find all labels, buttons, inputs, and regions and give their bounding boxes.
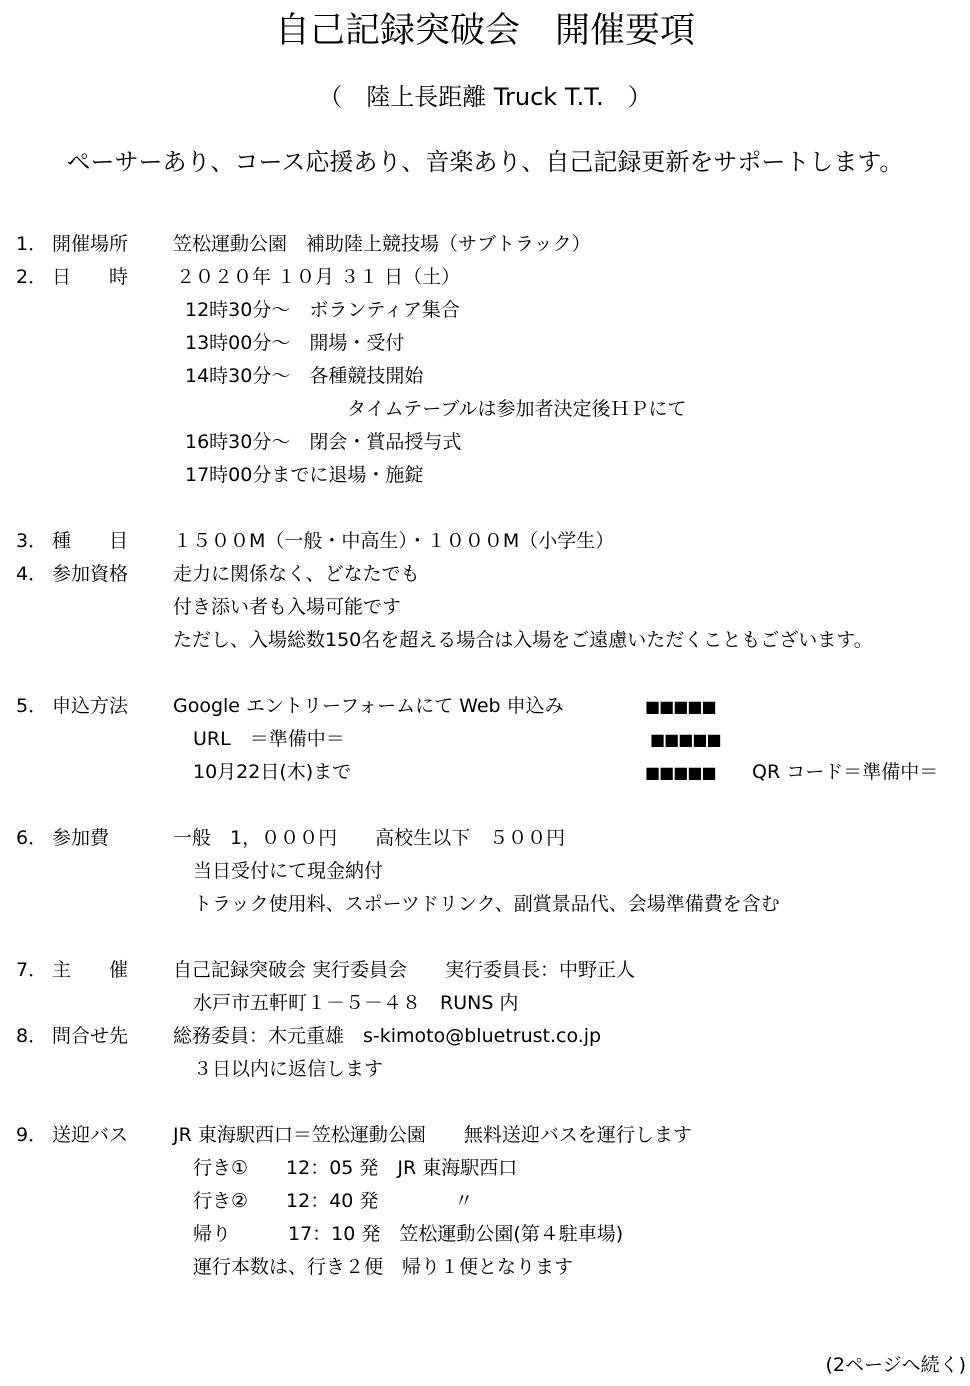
qr-code-label: QR コード＝準備中＝ xyxy=(752,761,939,783)
section-label: 送迎バス xyxy=(52,1124,129,1146)
events-value: １５００M（一般・中高生）・１０００M（小学生） xyxy=(173,530,615,552)
shuttle-line: 行き② 12：40 発 〃 xyxy=(193,1190,474,1212)
eligibility-line: 走力に関係なく、どなたでも xyxy=(173,563,420,585)
section-label: 日 時 xyxy=(52,266,129,288)
venue-value: 笠松運動公園 補助陸上競技場（サブトラック） xyxy=(173,233,591,255)
continued-note: (2ページへ続く) xyxy=(825,1354,966,1376)
shuttle-line: 行き① 12：05 発 JR 東海駅西口 xyxy=(193,1157,518,1179)
page-title: 自己記録突破会 開催要項 xyxy=(274,11,695,51)
section-number: 3． xyxy=(16,530,48,552)
schedule-note: タイムテーブルは参加者決定後ＨＰにて xyxy=(347,398,687,420)
section-number: 7． xyxy=(16,959,48,981)
qr-code-placeholder: ■■■■■ xyxy=(645,697,716,716)
section-number: 4． xyxy=(16,563,48,585)
schedule-item: 14時30分～ 各種競技開始 xyxy=(185,365,424,387)
schedule-item: 13時00分～ 開場・受付 xyxy=(185,332,405,354)
page-subtitle: （ 陸上長距離 Truck T.T. ） xyxy=(318,83,652,111)
date-value: ２０２０年 １０月 ３１ 日（土） xyxy=(176,266,461,288)
section-label: 種 目 xyxy=(52,530,129,552)
section-number: 1． xyxy=(16,233,48,255)
fee-line: 当日受付にて現金納付 xyxy=(193,860,384,882)
contact-line: 総務委員：木元重雄 s-kimoto@bluetrust.co.jp xyxy=(173,1025,602,1047)
qr-code-placeholder: ■■■■■ xyxy=(645,763,716,782)
section-label: 問合せ先 xyxy=(52,1025,129,1047)
section-label: 主 催 xyxy=(52,959,129,981)
section-number: 6． xyxy=(16,827,48,849)
deadline-line: 10月22日(木)まで xyxy=(193,761,352,783)
section-number: 8． xyxy=(16,1025,48,1047)
section-label: 参加資格 xyxy=(52,563,129,585)
fee-line: 一般 1，０００円 高校生以下 ５００円 xyxy=(173,827,566,849)
shuttle-line: 帰り 17：10 発 笠松運動公園(第４駐車場) xyxy=(193,1223,624,1245)
schedule-item: 17時00分までに退場・施錠 xyxy=(185,464,424,486)
schedule-item: 12時30分～ ボランティア集合 xyxy=(185,299,460,321)
shuttle-line: 運行本数は、行き２便 帰り１便となります xyxy=(193,1256,574,1278)
tagline: ペーサーあり、コース応援あり、音楽あり、自己記録更新をサポートします。 xyxy=(66,148,904,176)
section-label: 参加費 xyxy=(52,827,110,849)
shuttle-line: JR 東海駅西口＝笠松運動公園 無料送迎バスを運行します xyxy=(173,1124,692,1146)
fee-line: トラック使用料、スポーツドリンク、副賞景品代、会場準備費を含む xyxy=(193,893,780,915)
organizer-address: 水戸市五軒町１－５－４８ RUNS 内 xyxy=(193,992,519,1014)
eligibility-line: 付き添い者も入場可能です xyxy=(173,596,402,618)
section-number: 9． xyxy=(16,1124,48,1146)
schedule-item: 16時30分～ 閉会・賞品授与式 xyxy=(185,431,462,453)
url-line: URL ＝準備中＝ xyxy=(193,728,345,750)
eligibility-line: ただし、入場総数150名を超える場合は入場をご遠慮いただくこともございます。 xyxy=(173,629,873,651)
section-label: 申込方法 xyxy=(52,695,129,717)
organizer-line: 自己記録突破会 実行委員会 実行委員長：中野正人 xyxy=(173,959,636,981)
application-line: Google エントリーフォームにて Web 申込み xyxy=(173,695,564,717)
qr-code-placeholder: ■■■■■ xyxy=(650,730,721,749)
section-number: 5． xyxy=(16,695,48,717)
section-number: 2． xyxy=(16,266,48,288)
contact-line: ３日以内に返信します xyxy=(193,1058,384,1080)
section-label: 開催場所 xyxy=(52,233,129,255)
